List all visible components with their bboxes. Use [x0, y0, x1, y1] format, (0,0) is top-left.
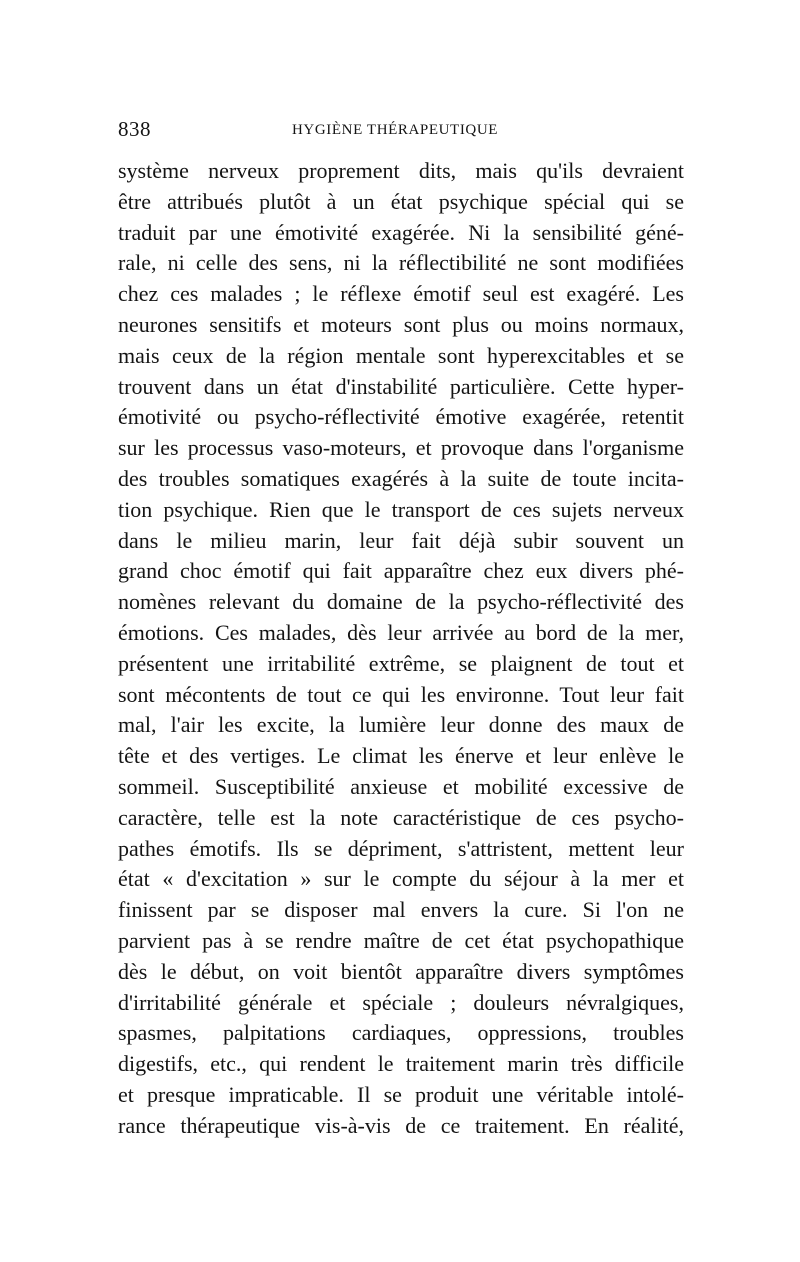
text-line: sommeil. Susceptibilité anxieuse et mobilité excessive de: [118, 773, 684, 799]
running-title: HYGIÈNE THÉRAPEUTIQUE: [292, 122, 499, 138]
text-line: dans le milieu marin, leur fait déjà subir souvent un: [118, 527, 684, 553]
text-line: trouvent dans un état d'instabilité particulière. Cette hyper-: [118, 373, 684, 399]
text-line: émotions. Ces malades, dès leur arrivée au bord de la mer,: [118, 619, 684, 645]
text-line: des troubles somatiques exagérés à la suite de toute incita-: [118, 465, 684, 491]
text-line: mais ceux de la région mentale sont hyperexcitables et se: [118, 342, 684, 368]
text-line: tion psychique. Rien que le transport de ces sujets nerveux: [118, 496, 684, 522]
text-line: rale, ni celle des sens, ni la réflectibilité ne sont modifiées: [118, 250, 684, 276]
text-line: pathes émotifs. Ils se dépriment, s'attristent, mettent leur: [118, 835, 684, 861]
text-line: neurones sensitifs et moteurs sont plus ou moins normaux,: [118, 311, 684, 337]
page-header: [118, 116, 684, 142]
text-line: émotivité ou psycho-réflectivité émotive exagérée, retentit: [118, 404, 684, 430]
text-line: sont mécontents de tout ce qui les environne. Tout leur fait: [118, 681, 684, 707]
text-line: grand choc émotif qui fait apparaître chez eux divers phé-: [118, 558, 684, 584]
text-line: mal, l'air les excite, la lumière leur donne des maux de: [118, 712, 684, 738]
text-line: sur les processus vaso-moteurs, et provoque dans l'organisme: [118, 435, 684, 461]
text-line: nomènes relevant du domaine de la psycho-réflectivité des: [118, 589, 684, 615]
text-line: caractère, telle est la note caractéristique de ces psycho-: [118, 804, 684, 830]
text-line: tête et des vertiges. Le climat les énerve et leur enlève le: [118, 743, 684, 769]
text-line: être attribués plutôt à un état psychique spécial qui se: [118, 188, 684, 214]
text-line: finissent par se disposer mal envers la cure. Si l'on ne: [118, 897, 684, 923]
text-line: système nerveux proprement dits, mais qu'ils devraient: [118, 158, 684, 183]
text-line: digestifs, etc., qui rendent le traitement marin très difficile: [118, 1051, 684, 1077]
text-line: parvient pas à se rendre maître de cet état psychopathique: [118, 927, 684, 953]
text-line: dès le début, on voit bientôt apparaître divers symptômes: [118, 958, 684, 984]
text-line: spasmes, palpitations cardiaques, oppressions, troubles: [118, 1020, 684, 1046]
text-line: présentent une irritabilité extrême, se plaignent de tout et: [118, 650, 684, 676]
text-line: état « d'excitation » sur le compte du séjour à la mer et: [118, 866, 684, 892]
text-line: traduit par une émotivité exagérée. Ni la sensibilité géné-: [118, 219, 684, 245]
text-line: et presque impraticable. Il se produit une véritable intolé-: [118, 1081, 684, 1107]
body-paragraph: [118, 156, 684, 1142]
text-line: chez ces malades ; le réflexe émotif seul est exagéré. Les: [118, 281, 684, 307]
text-line: d'irritabilité générale et spéciale ; douleurs névralgiques,: [118, 989, 684, 1015]
page-number: 838: [118, 117, 151, 141]
text-line: rance thérapeutique vis-à-vis de ce traitement. En réalité,: [118, 1112, 684, 1138]
